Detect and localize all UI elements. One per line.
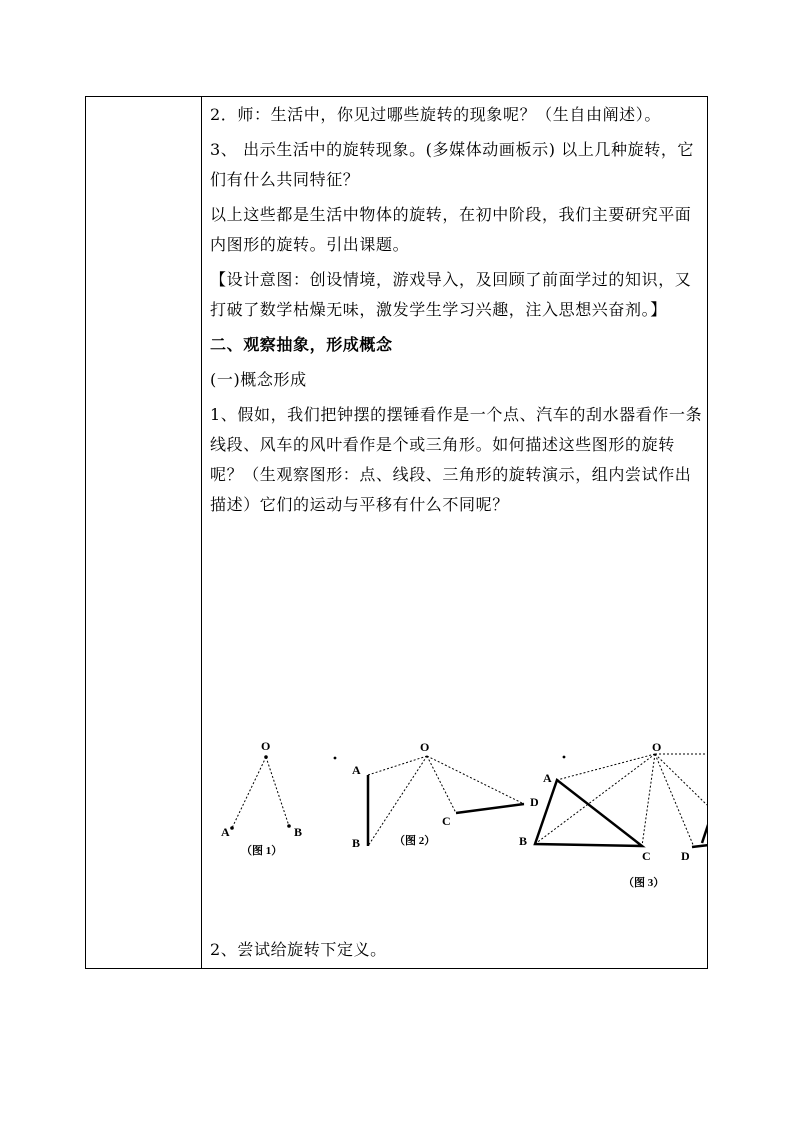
figure-1 bbox=[221, 739, 302, 857]
figure-3 bbox=[519, 740, 707, 889]
figure-2 bbox=[334, 740, 539, 850]
fig1-label-o: O bbox=[261, 739, 271, 753]
subsection-heading: (一)概念形成 bbox=[210, 370, 307, 389]
fig1-label-a: A bbox=[221, 825, 230, 839]
fig2-caption: （图 2） bbox=[394, 835, 436, 847]
fig3-label-a: A bbox=[543, 771, 552, 785]
paragraph-2: 3、 出示生活中的旋转现象。(多媒体动画板示) 以上几种旋转，它们有什么共同特征？ bbox=[210, 140, 695, 189]
design-intent: 【设计意图：创设情境，游戏导入，及回顾了前面学过的知识，又打破了数学枯燥无味，激发学生学习兴趣，注入思想兴奋剂。】 bbox=[210, 270, 692, 319]
fig3-label-o: O bbox=[652, 740, 662, 754]
paragraph-question: 1、假如，我们把钟摆的摆锤看作是一个点、汽车的刮水器看作一条线段、风车的风叶看作是个或三角形。如何描述这些图形的旋转呢？（生观察图形：点、线段、三角形的旋转演示，组内尝试作出描述）它们的运动与平移有什么不同呢？ bbox=[210, 405, 703, 514]
rotation-figures bbox=[202, 730, 707, 905]
paragraph-3: 以上这些都是生活中物体的旋转，在初中阶段，我们主要研究平面内图形的旋转。引出课题。 bbox=[210, 205, 692, 254]
fig3-label-b: B bbox=[519, 834, 528, 848]
fig2-label-b: B bbox=[352, 836, 361, 850]
fig2-label-d: D bbox=[530, 795, 539, 809]
lesson-content bbox=[210, 100, 704, 525]
fig3-caption: （图 3） bbox=[623, 877, 665, 889]
fig1-label-b: B bbox=[294, 825, 303, 839]
fig2-label-a: A bbox=[352, 763, 361, 777]
fig3-label-c: C bbox=[642, 849, 651, 863]
rotation-diagram bbox=[202, 730, 707, 905]
fig1-caption: （图 1） bbox=[241, 845, 283, 857]
definition-prompt: 2、尝试给旋转下定义。 bbox=[210, 940, 387, 959]
section-heading: 二、观察抽象，形成概念 bbox=[210, 335, 393, 354]
paragraph-1: 2．师：生活中，你见过哪些旋转的现象呢？（生自由阐述）。 bbox=[210, 105, 661, 124]
fig2-label-c: C bbox=[442, 814, 451, 828]
fig3-label-d: D bbox=[681, 849, 690, 863]
fig2-label-o: O bbox=[420, 740, 430, 754]
